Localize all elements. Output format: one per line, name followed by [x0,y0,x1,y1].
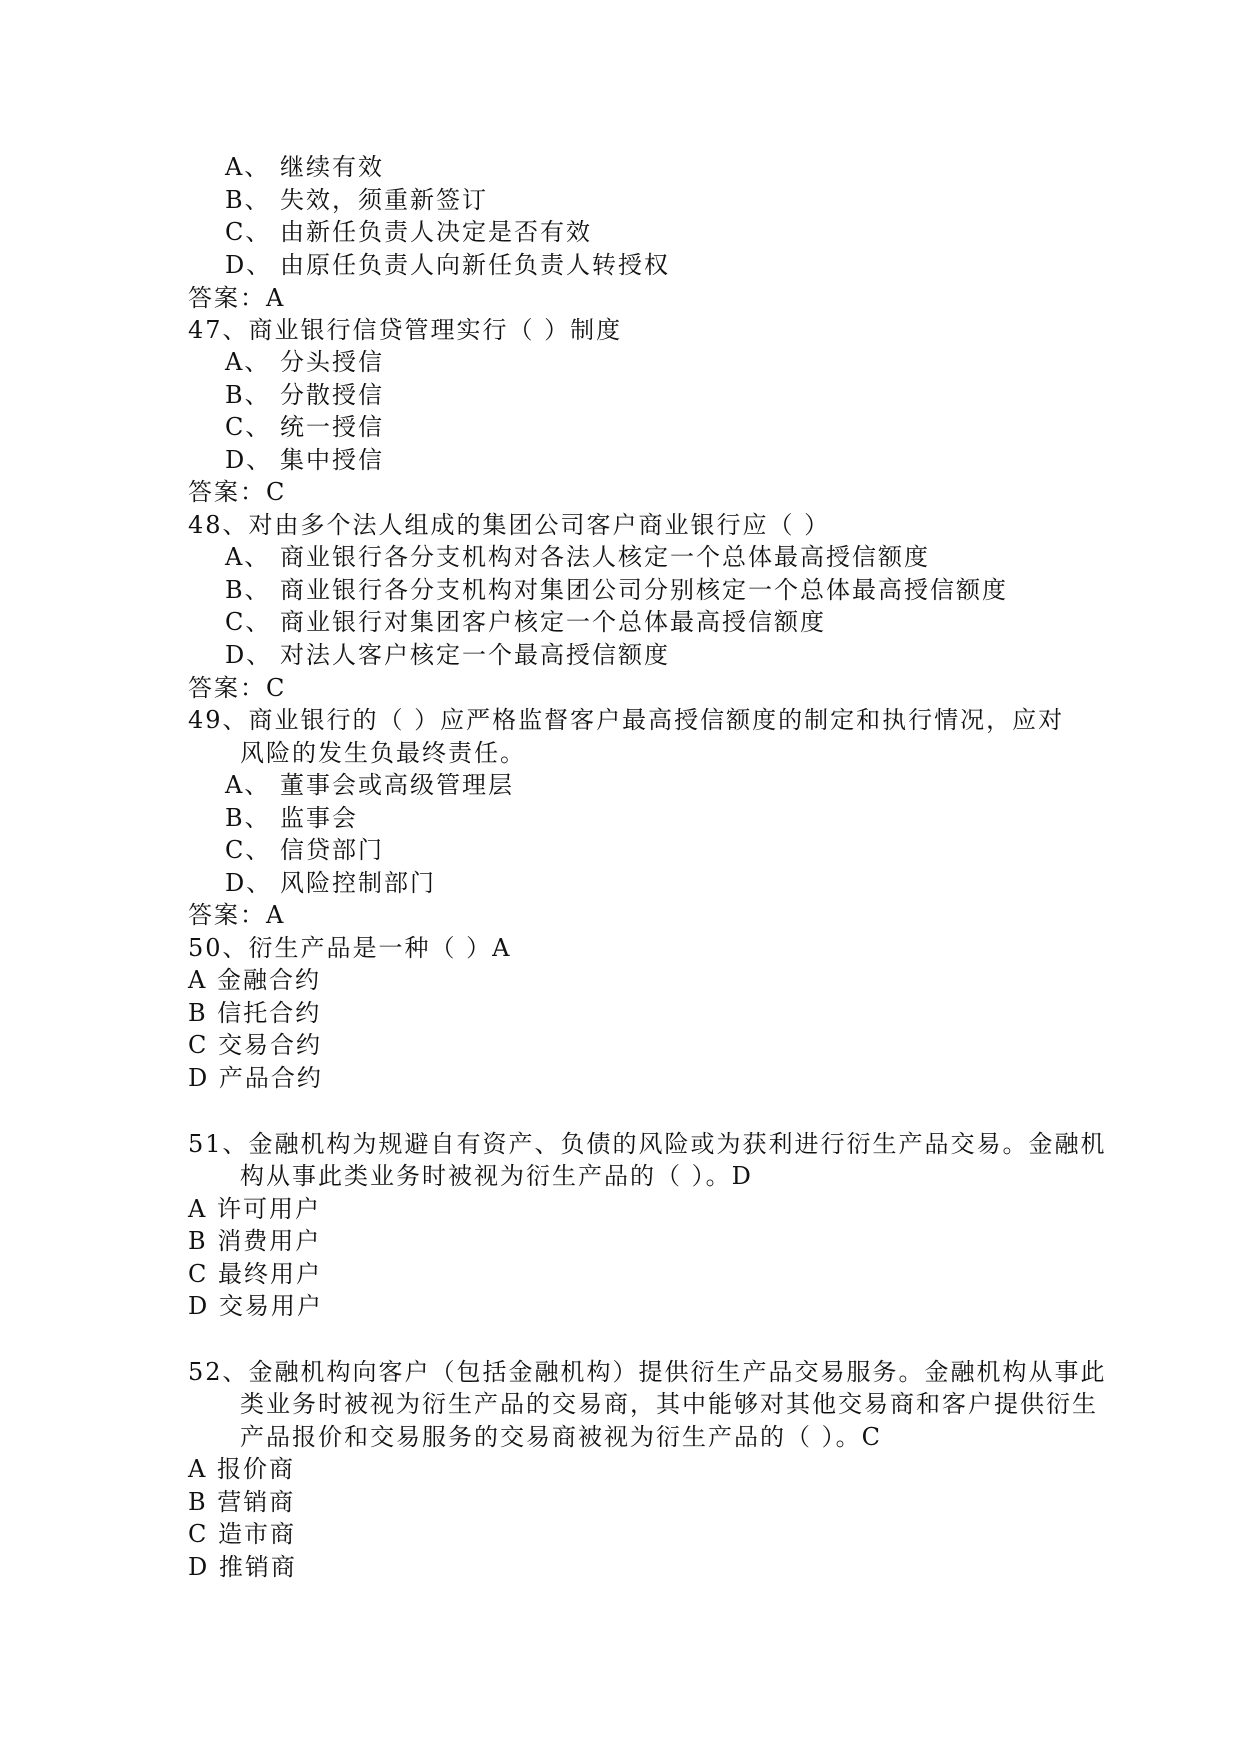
option-text: 对法人客户核定一个最高授信额度 [280,641,670,669]
option-text: 商业银行对集团客户核定一个总体最高授信额度 [280,608,826,636]
option-letter: B、 [225,186,271,214]
option-text: B 信托合约 [188,999,322,1027]
option-letter: C、 [225,608,272,636]
answer-text: 答案：A [188,901,286,929]
question-text: 构从事此类业务时被视为衍生产品的（ ）。D [240,1162,753,1190]
option-letter: D、 [225,251,273,279]
option-text: 风险控制部门 [280,869,436,897]
option-text: 继续有效 [280,153,384,181]
question-text: 48、对由多个法人组成的集团公司客户商业银行应（ ） [188,511,831,539]
question-text: 产品报价和交易服务的交易商被视为衍生产品的（ ）。C [240,1423,882,1451]
option-text: 由原任负责人向新任负责人转授权 [280,251,670,279]
option-text: D 交易用户 [188,1292,323,1320]
question-text: 49、商业银行的（ ）应严格监督客户最高授信额度的制定和执行情况，应对 [188,706,1065,734]
option-text: 分散授信 [280,381,384,409]
option-text: B 消费用户 [188,1227,322,1255]
option-text: 监事会 [280,804,358,832]
option-text: C 交易合约 [188,1031,322,1059]
question-text: 类业务时被视为衍生产品的交易商，其中能够对其他交易商和客户提供衍生 [240,1390,1098,1418]
option-letter: A、 [225,543,271,571]
option-letter: B、 [225,381,271,409]
question-text: 50、衍生产品是一种（ ）A [188,934,512,962]
option-letter: A、 [225,153,271,181]
option-text: D 产品合约 [188,1064,323,1092]
option-text: 信贷部门 [280,836,384,864]
option-text: A 许可用户 [188,1195,321,1223]
option-text: 商业银行各分支机构对集团公司分别核定一个总体最高授信额度 [280,576,1008,604]
option-text: C 最终用户 [188,1260,322,1288]
option-letter: D、 [225,641,273,669]
option-text: 统一授信 [280,413,384,441]
option-letter: D、 [225,446,273,474]
option-letter: C、 [225,413,272,441]
answer-text: 答案：A [188,284,286,312]
option-letter: B、 [225,576,271,604]
option-text: 商业银行各分支机构对各法人核定一个总体最高授信额度 [280,543,930,571]
option-text: 由新任负责人决定是否有效 [280,218,592,246]
option-letter: A、 [225,348,271,376]
option-text: 失效，须重新签订 [280,186,488,214]
option-text: 集中授信 [280,446,384,474]
answer-text: 答案：C [188,478,287,506]
option-text: C 造市商 [188,1520,296,1548]
answer-text: 答案：C [188,674,287,702]
question-text: 51、金融机构为规避自有资产、负债的风险或为获利进行衍生产品交易。金融机 [188,1130,1107,1158]
question-text: 52、金融机构向客户（包括金融机构）提供衍生产品交易服务。金融机构从事此 [188,1358,1107,1386]
option-text: A 报价商 [188,1455,295,1483]
option-letter: A、 [225,771,271,799]
option-letter: D、 [225,869,273,897]
option-text: A 金融合约 [188,966,321,994]
question-text: 风险的发生负最终责任。 [240,739,526,767]
option-letter: C、 [225,218,272,246]
question-text: 47、商业银行信贷管理实行（ ）制度 [188,316,623,344]
option-letter: B、 [225,804,271,832]
option-letter: C、 [225,836,272,864]
option-text: B 营销商 [188,1488,296,1516]
option-text: 董事会或高级管理层 [280,771,514,799]
option-text: 分头授信 [280,348,384,376]
option-text: D 推销商 [188,1553,297,1581]
